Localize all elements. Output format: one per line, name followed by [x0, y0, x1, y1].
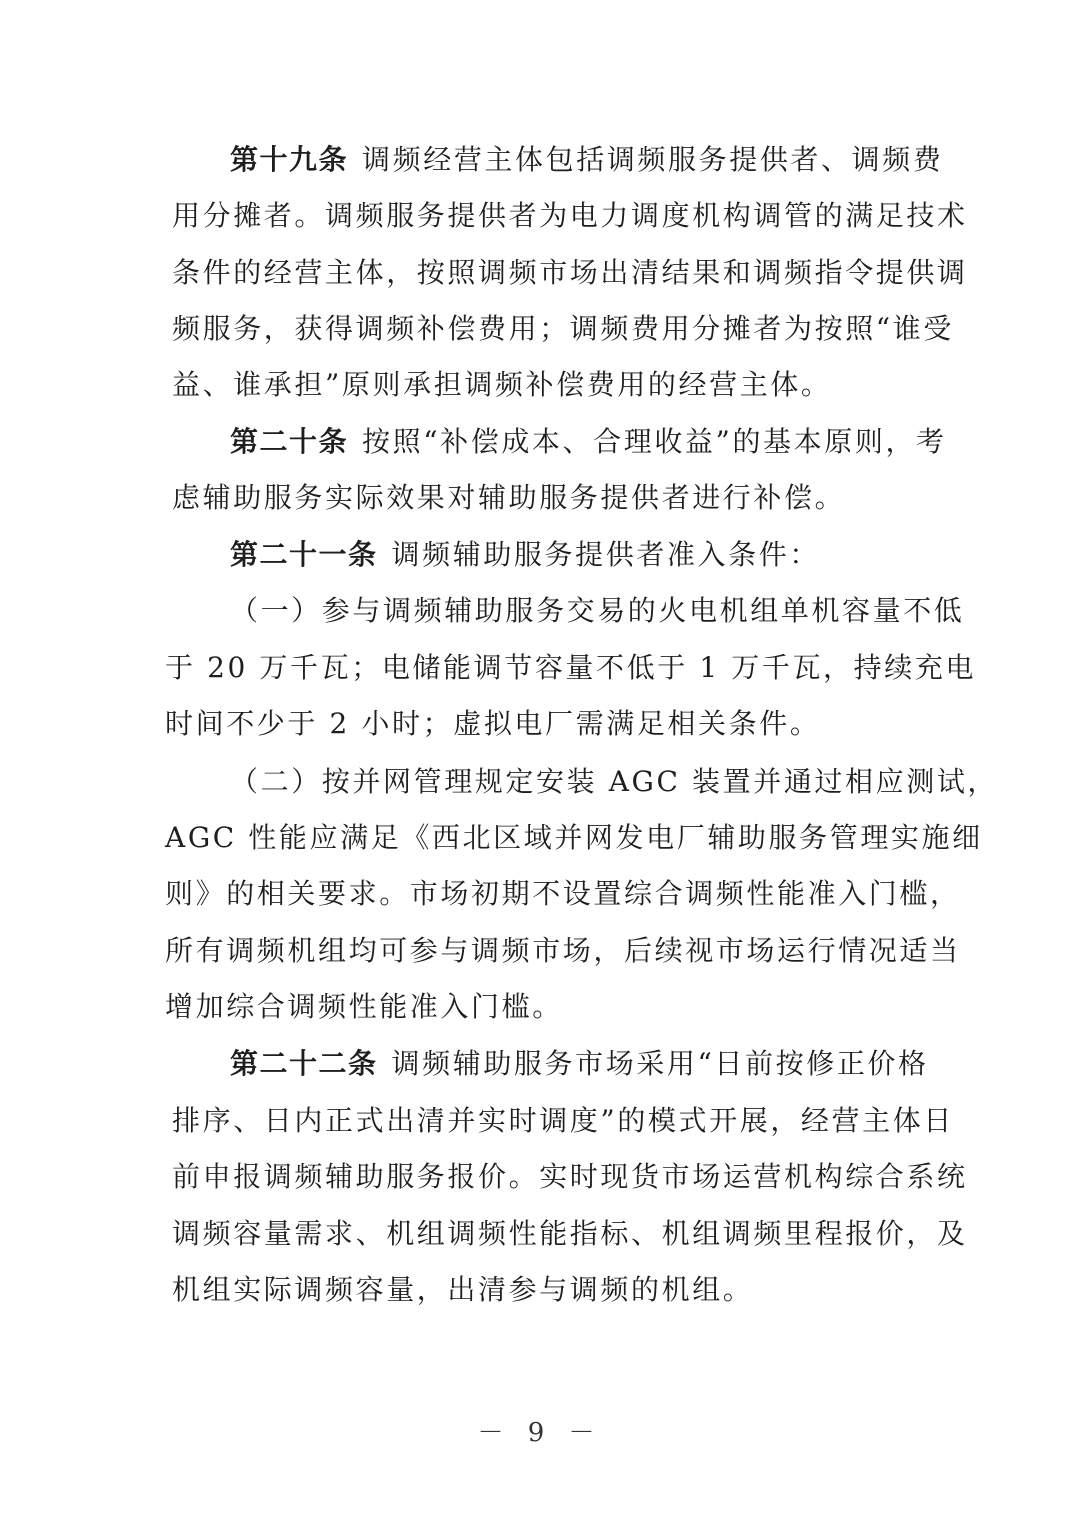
article-21-line-1 [230, 533, 917, 577]
article-19-line-4: 频服务，获得调频补偿费用；调频费用分摊者为按照“谁受 [172, 312, 954, 345]
article-19-line-5: 益、谁承担”原则承担调频补偿费用的经营主体。 [172, 368, 832, 401]
article-22-line-2: 排序、日内正式出清并实时调度”的模式开展，经营主体日 [172, 1104, 954, 1137]
clause-2-line-1: （二）按并网管理规定安装 AGC 装置并通过相应测试， [230, 765, 999, 798]
article-22-line-3: 前申报调频辅助服务报价。实时现货市场运营机构综合系统 [172, 1160, 968, 1193]
article-22-text-1: 调频辅助服务市场采用“日前按修正价格 [391, 1047, 929, 1080]
article-19-line-3: 条件的经营主体，按照调频市场出清结果和调频指令提供调 [172, 256, 968, 289]
article-20-line-2: 虑辅助服务实际效果对辅助服务提供者进行补偿。 [172, 481, 846, 514]
article-22-line-5: 机组实际调频容量，出清参与调频的机组。 [172, 1273, 754, 1306]
article-21-text-1: 调频辅助服务提供者准入条件： [391, 538, 820, 571]
page-number: － 9 － [477, 1418, 603, 1448]
article-21-title: 第二十一条 [230, 538, 378, 571]
clause-2-line-2: AGC 性能应满足《西北区域并网发电厂辅助服务管理实施细 [165, 821, 983, 854]
article-19-line-2: 用分摊者。调频服务提供者为电力调度机构调管的满足技术 [172, 199, 968, 232]
article-22-title: 第二十二条 [230, 1047, 378, 1080]
article-20-text-1: 按照“补偿成本、合理收益”的基本原则，考 [362, 425, 947, 458]
article-22-line-4: 调频容量需求、机组调频性能指标、机组调频里程报价，及 [172, 1217, 968, 1250]
clause-2-line-5: 增加综合调频性能准入门槛。 [165, 990, 563, 1023]
article-20-line-1 [230, 420, 947, 464]
article-19-title: 第十九条 [230, 143, 349, 176]
clause-1-line-2: 于 20 万千瓦；电储能调节容量不低于 1 万千瓦，持续充电 [165, 651, 977, 684]
article-19-line-1 [230, 138, 944, 182]
clause-1-line-3: 时间不少于 2 小时；虚拟电厂需满足相关条件。 [165, 707, 821, 740]
clause-2-line-3: 则》的相关要求。市场初期不设置综合调频性能准入门槛， [165, 877, 961, 910]
article-19-text-1: 调频经营主体包括调频服务提供者、调频费 [362, 143, 944, 176]
clause-2-line-4: 所有调频机组均可参与调频市场，后续视市场运行情况适当 [165, 934, 961, 967]
article-20-title: 第二十条 [230, 425, 349, 458]
article-22-line-1 [230, 1042, 929, 1086]
clause-1-line-1: （一）参与调频辅助服务交易的火电机组单机容量不低 [230, 594, 965, 627]
